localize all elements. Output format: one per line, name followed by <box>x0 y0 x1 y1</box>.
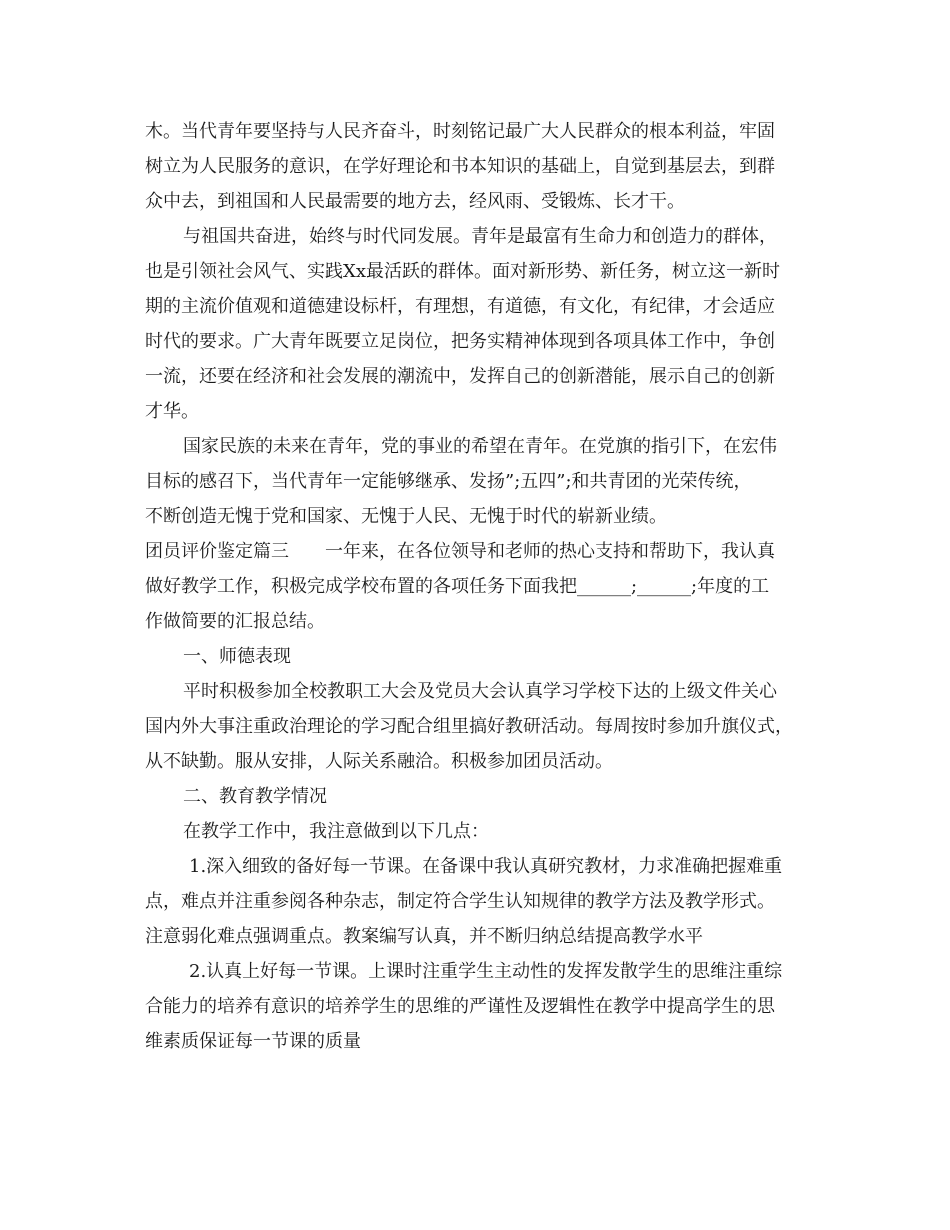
text-line: 做好教学工作，积极完成学校布置的各项任务下面我把______;______;年度的工 <box>145 576 770 597</box>
text-line: 注意弱化难点强调重点。教案编写认真，并不断归纳总结提高教学水平 <box>145 926 703 947</box>
text-line: 也是引领社会风气、实践Xx最活跃的群体。面对新形势、新任务，树立这一新时 <box>145 261 780 282</box>
text-line: 树立为人民服务的意识，在学好理论和书本知识的基础上，自觉到基层去，到群 <box>145 156 775 177</box>
text-line: 木。当代青年要坚持与人民齐奋斗，时刻铭记最广大人民群众的根本利益，牢固 <box>145 121 775 142</box>
text-line: 不断创造无愧于党和国家、无愧于人民、无愧于时代的崭新业绩。 <box>145 506 667 527</box>
text-line: 一流，还要在经济和社会发展的潮流中，发挥自己的创新潜能，展示自己的创新 <box>145 366 775 387</box>
paragraph-start: 在教学工作中，我注意做到以下几点： <box>183 821 489 842</box>
text-line: 期的主流价值观和道德建设标杆，有理想，有道德，有文化，有纪律，才会适应 <box>145 296 775 317</box>
subheading: 一、师德表现 <box>183 646 291 667</box>
paragraph-start: 平时积极参加全校教职工大会及党员大会认真学习学校下达的上级文件关心 <box>183 681 777 702</box>
text-line: 国内外大事注重政治理论的学习配合组里搞好教研活动。每周按时参加升旗仪式， <box>145 716 793 737</box>
numbered-item: 2.认真上好每一节课。上课时注重学生主动性的发挥发散学生的思维注重综 <box>189 961 783 982</box>
numbered-item: 1.深入细致的备好每一节课。在备课中我认真研究教材，力求准确把握难重 <box>189 856 783 877</box>
subheading: 二、教育教学情况 <box>183 786 327 807</box>
document-body <box>145 114 805 1059</box>
text-line: 目标的感召下，当代青年一定能够继承、发扬”;五四”;和共青团的光荣传统， <box>145 471 752 492</box>
paragraph-start: 国家民族的未来在青年，党的事业的希望在青年。在党旗的指引下，在宏伟 <box>183 436 777 457</box>
text-line: 点，难点并注重参阅各种杂志，制定符合学生认知规律的教学方法及教学形式。 <box>145 891 775 912</box>
text-line: 维素质保证每一节课的质量 <box>145 1031 361 1052</box>
paragraph-start: 与祖国共奋进，始终与时代同发展。青年是最富有生命力和创造力的群体， <box>183 226 777 247</box>
text-line: 时代的要求。广大青年既要立足岗位，把务实精神体现到各项具体工作中，争创 <box>145 331 775 352</box>
text-line: 作做简要的汇报总结。 <box>145 611 325 632</box>
text-line: 才华。 <box>145 401 199 422</box>
text-line: 从不缺勤。服从安排，人际关系融洽。积极参加团员活动。 <box>145 751 613 772</box>
text-line: 众中去，到祖国和人民最需要的地方去，经风雨、受锻炼、长才干。 <box>145 191 685 212</box>
section-heading-line: 团员评价鉴定篇三 一年来，在各位领导和老师的热心支持和帮助下，我认真 <box>145 541 775 562</box>
text-line: 合能力的培养有意识的培养学生的思维的严谨性及逻辑性在教学中提高学生的思 <box>145 996 775 1017</box>
